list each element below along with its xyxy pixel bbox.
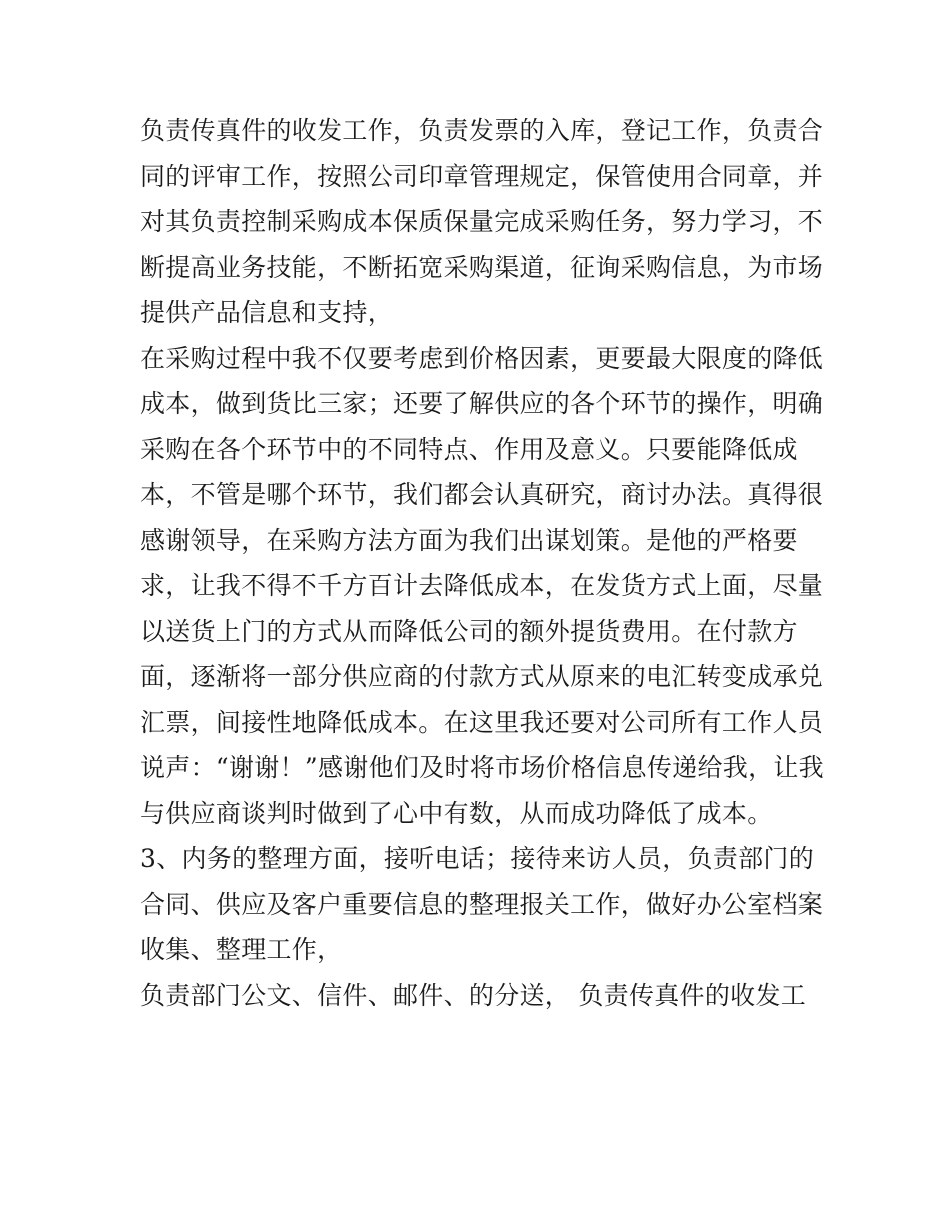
text-line: 成本，做到货比三家；还要了解供应的各个环节的操作，明确 (140, 389, 824, 418)
text-line: 本，不管是哪个环节，我们都会认真研究，商讨办法。真得很 (140, 480, 824, 509)
text-line: 感谢领导，在采购方法方面为我们出谋划策。是他的严格要 (140, 525, 798, 555)
text-line: 说声：“谢谢！”感谢他们及时将市场价格信息传递给我，让我 (140, 753, 824, 782)
text-line: 负责传真件的收发工作，负责发票的入库，登记工作，负责合 (140, 116, 824, 145)
text-line: 汇票，间接性地降低成本。在这里我还要对公司所有工作人员 (140, 707, 824, 737)
text-line: 面，逐渐将一部分供应商的付款方式从原来的电汇转变成承兑 (140, 662, 824, 691)
text-line: 同的评审工作，按照公司印章管理规定，保管使用合同章，并 (140, 161, 824, 191)
text-line: 求，让我不得不千方百计去降低成本，在发货方式上面，尽量 (140, 571, 824, 600)
text-line: 以送货上门的方式从而降低公司的额外提货费用。在付款方 (140, 616, 798, 646)
text-line: 与供应商谈判时做到了心中有数，从而成功降低了成本。 (140, 798, 773, 828)
text-line: 负责部门公文、信件、邮件、的分送， 负责传真件的收发工 (140, 980, 807, 1010)
text-line: 收集、整理工作， (140, 935, 343, 964)
text-line: 断提高业务技能，不断拓宽采购渠道，征询采购信息，为市场 (140, 252, 824, 282)
text-line: 在采购过程中我不仅要考虑到价格因素，更要最大限度的降低 (140, 343, 824, 373)
body-text (140, 108, 824, 1018)
text-line: 3、内务的整理方面，接听电话；接待来访人员，负责部门的 (140, 844, 815, 873)
text-line: 采购在各个环节中的不同特点、作用及意义。只要能降低成 (140, 434, 798, 464)
text-line: 提供产品信息和支持， (140, 298, 394, 327)
text-line: 合同、供应及客户重要信息的整理报关工作，做好办公室档案 (140, 889, 824, 919)
text-line: 对其负责控制采购成本保质保量完成采购任务，努力学习，不 (140, 207, 824, 236)
